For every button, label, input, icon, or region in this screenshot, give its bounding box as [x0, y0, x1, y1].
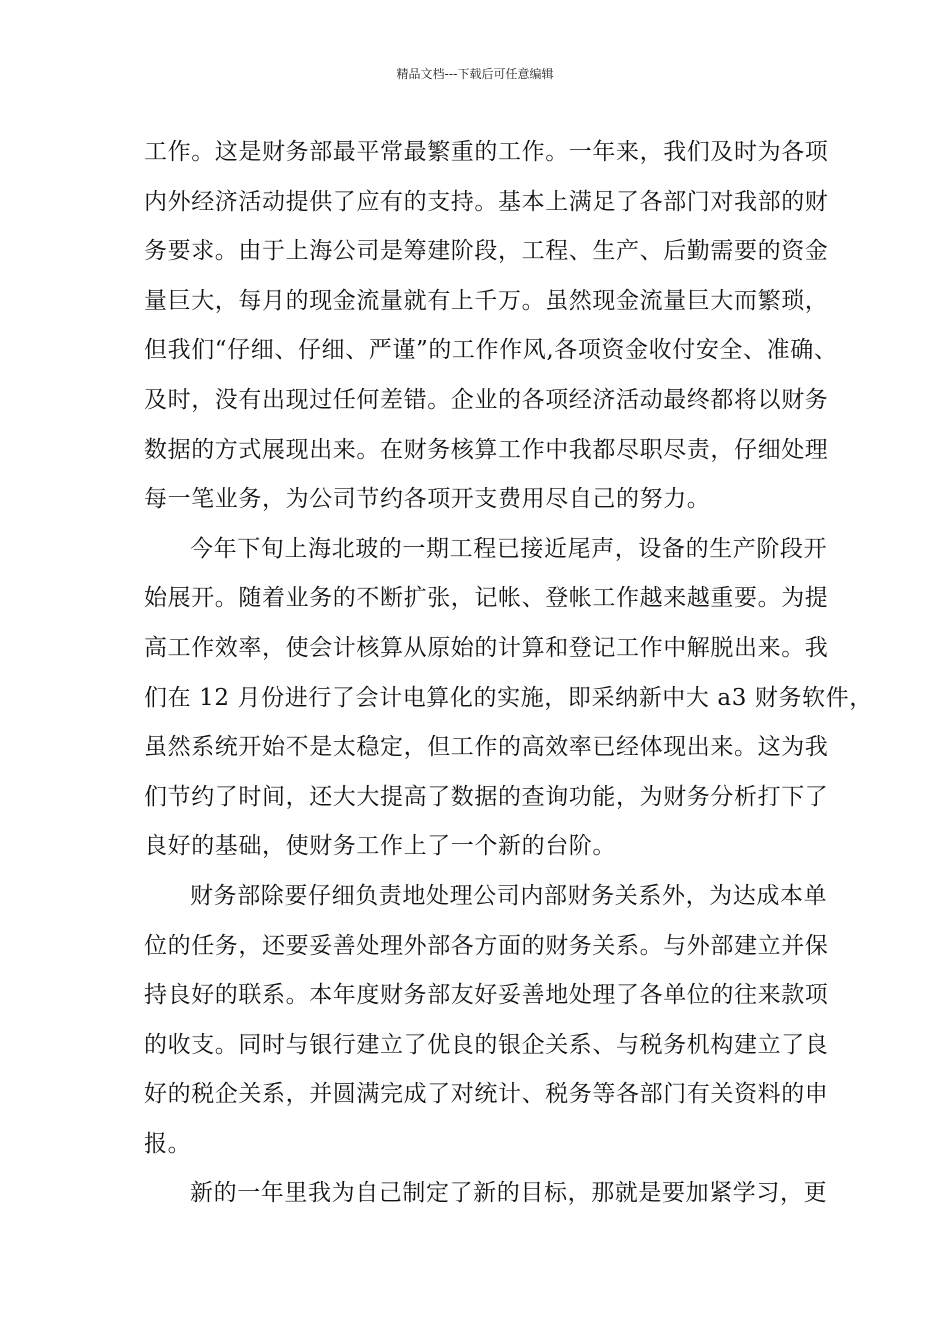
- text-line: 良好的基础，使财务工作上了一个新的台阶。: [144, 833, 616, 860]
- text-line: 虽然系统开始不是太稳定，但工作的高效率已经体现出来。这为我: [144, 734, 829, 761]
- text-line: 位的任务，还要妥善处理外部各方面的财务关系。与外部建立并保: [144, 932, 829, 959]
- text-line: 们在 12 月份进行了会计电算化的实施，即采纳新中大 a3 财务软件，: [144, 684, 873, 711]
- text-line: 的收支。同时与银行建立了优良的银企关系、与税务机构建立了良: [144, 1031, 829, 1058]
- text-line: 数据的方式展现出来。在财务核算工作中我都尽职尽责，仔细处理: [144, 436, 829, 463]
- text-line: 持良好的联系。本年度财务部友好妥善地处理了各单位的往来款项: [144, 982, 829, 1009]
- text-line: 务要求。由于上海公司是筹建阶段，工程、生产、后勤需要的资金: [144, 238, 829, 265]
- text-line: 今年下旬上海北玻的一期工程已接近尾声，设备的生产阶段开: [190, 535, 828, 562]
- text-line: 工作。这是财务部最平常最繁重的工作。一年来，我们及时为各项: [144, 139, 829, 165]
- text-line: 但我们“仔细、仔细、严谨”的工作作风,各项资金收付安全、准确、: [144, 337, 838, 364]
- text-line: 始展开。随着业务的不断扩张，记帐、登帐工作越来越重要。为提: [144, 585, 829, 612]
- text-line: 量巨大，每月的现金流量就有上千万。虽然现金流量巨大而繁琐，: [144, 287, 829, 314]
- text-line: 每一笔业务，为公司节约各项开支费用尽自己的努力。: [144, 486, 711, 513]
- text-line: 高工作效率，使会计核算从原始的计算和登记工作中解脱出来。我: [144, 634, 829, 661]
- text-line: 好的税企关系，并圆满完成了对统计、税务等各部门有关资料的申: [144, 1081, 829, 1108]
- text-line: 内外经济活动提供了应有的支持。基本上满足了各部门对我部的财: [144, 188, 829, 215]
- text-line: 新的一年里我为自己制定了新的目标，那就是要加紧学习，更: [190, 1180, 828, 1207]
- text-line: 财务部除要仔细负责地处理公司内部财务关系外，为达成本单: [190, 882, 828, 909]
- text-line: 们节约了时间，还大大提高了数据的查询功能，为财务分析打下了: [144, 783, 829, 810]
- text-line: 报。: [144, 1130, 192, 1157]
- text-line: 及时，没有出现过任何差错。企业的各项经济活动最终都将以财务: [144, 386, 829, 413]
- page-header: 精品文档---下载后可任意编辑: [396, 67, 554, 81]
- document-body: [144, 128, 873, 1219]
